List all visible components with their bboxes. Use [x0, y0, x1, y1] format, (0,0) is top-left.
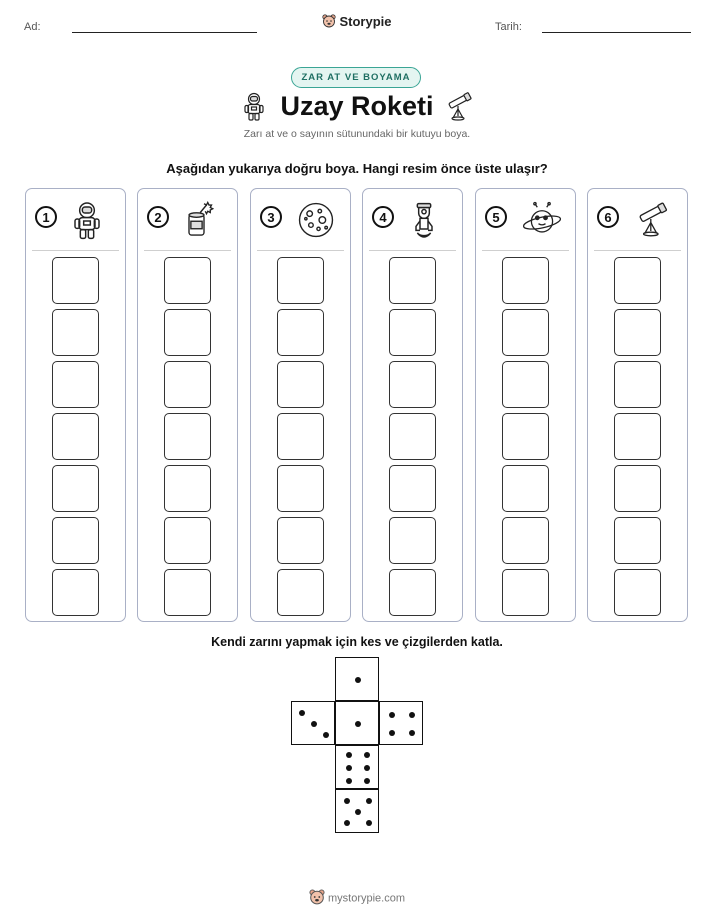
dice-pip	[389, 730, 395, 736]
name-line[interactable]	[72, 32, 257, 33]
dice-pip	[366, 820, 372, 826]
dice-pip	[355, 809, 361, 815]
dice-face-5	[335, 789, 379, 833]
column-divider	[144, 250, 231, 251]
coloring-box[interactable]	[277, 413, 324, 460]
dice-column-2	[137, 188, 238, 622]
coloring-box[interactable]	[164, 257, 211, 304]
coloring-box[interactable]	[614, 257, 661, 304]
coloring-box[interactable]	[277, 517, 324, 564]
column-number: 2	[147, 206, 169, 228]
dice-pip	[409, 712, 415, 718]
footer	[0, 889, 714, 908]
column-divider	[369, 250, 456, 251]
date-label: Tarih:	[495, 21, 522, 33]
coloring-box[interactable]	[614, 413, 661, 460]
coloring-box[interactable]	[277, 361, 324, 408]
coloring-box[interactable]	[502, 361, 549, 408]
coloring-box[interactable]	[389, 361, 436, 408]
activity-badge: ZAR AT VE BOYAMA	[291, 67, 421, 88]
page-subtitle: Zarı at ve o sayının sütunundaki bir kutuyu boya.	[243, 128, 471, 140]
coloring-box[interactable]	[164, 569, 211, 616]
dice-face-6	[335, 745, 379, 789]
dice-pip	[389, 712, 395, 718]
dice-pip	[344, 798, 350, 804]
dice-pip	[364, 778, 370, 784]
coloring-box[interactable]	[614, 309, 661, 356]
alien-planet-icon	[522, 201, 562, 242]
dice-pip	[346, 752, 352, 758]
telescope-icon	[444, 91, 474, 126]
coloring-box[interactable]	[52, 465, 99, 512]
dice-pip	[346, 765, 352, 771]
dice-pip	[355, 677, 361, 683]
coloring-box[interactable]	[52, 569, 99, 616]
coloring-box[interactable]	[164, 517, 211, 564]
coloring-box[interactable]	[389, 413, 436, 460]
dice-column-4	[362, 188, 463, 622]
column-header	[476, 189, 575, 250]
coloring-box[interactable]	[164, 413, 211, 460]
coloring-box[interactable]	[52, 517, 99, 564]
column-header	[26, 189, 125, 250]
coloring-boxes	[614, 257, 661, 621]
coloring-boxes	[164, 257, 211, 621]
coloring-box[interactable]	[52, 309, 99, 356]
telescope-icon	[634, 201, 670, 242]
dice-pip	[299, 710, 305, 716]
coloring-box[interactable]	[614, 569, 661, 616]
coloring-boxes	[52, 257, 99, 621]
coloring-box[interactable]	[614, 361, 661, 408]
coloring-box[interactable]	[164, 465, 211, 512]
brand-logo	[0, 14, 714, 31]
coloring-box[interactable]	[52, 413, 99, 460]
coloring-box[interactable]	[164, 361, 211, 408]
dice-column-3	[250, 188, 351, 622]
column-header	[363, 189, 462, 250]
astronaut-icon	[72, 201, 102, 246]
coloring-box[interactable]	[389, 257, 436, 304]
coloring-box[interactable]	[164, 309, 211, 356]
dice-face-1	[335, 657, 379, 701]
dice-face-1	[335, 701, 379, 745]
coloring-box[interactable]	[502, 517, 549, 564]
name-label: Ad:	[24, 21, 41, 33]
dice-pip	[355, 721, 361, 727]
coloring-box[interactable]	[389, 309, 436, 356]
dice-face-3	[291, 701, 335, 745]
coloring-boxes	[502, 257, 549, 621]
column-divider	[594, 250, 681, 251]
column-number: 6	[597, 206, 619, 228]
page-title: Uzay Roketi	[280, 91, 434, 121]
coloring-box[interactable]	[52, 361, 99, 408]
column-number: 4	[372, 206, 394, 228]
column-number: 5	[485, 206, 507, 228]
dice-column-1	[25, 188, 126, 622]
brand-name: Storypie	[339, 14, 392, 29]
coloring-box[interactable]	[614, 517, 661, 564]
coloring-box[interactable]	[389, 569, 436, 616]
storypie-bear-icon	[322, 14, 336, 31]
column-header	[138, 189, 237, 250]
coloring-instruction: Aşağıdan yukarıya doğru boya. Hangi resim önce üste ulaşır?	[166, 161, 548, 176]
dice-pip	[409, 730, 415, 736]
column-divider	[482, 250, 569, 251]
dice-column-6	[587, 188, 688, 622]
coloring-box[interactable]	[277, 309, 324, 356]
dice-instruction: Kendi zarını yapmak için kes ve çizgilerden katla.	[211, 635, 503, 649]
column-number: 3	[260, 206, 282, 228]
coloring-box[interactable]	[502, 309, 549, 356]
dice-pip	[346, 778, 352, 784]
coloring-boxes	[277, 257, 324, 621]
coloring-box[interactable]	[502, 465, 549, 512]
coloring-box[interactable]	[277, 465, 324, 512]
dice-pip	[364, 752, 370, 758]
date-line[interactable]	[542, 32, 691, 33]
coloring-box[interactable]	[502, 413, 549, 460]
dice-pip	[323, 732, 329, 738]
coloring-box[interactable]	[389, 517, 436, 564]
dice-pip	[344, 820, 350, 826]
dice-pip	[311, 721, 317, 727]
rocket-icon	[409, 201, 439, 246]
coloring-box[interactable]	[52, 257, 99, 304]
column-header	[251, 189, 350, 250]
column-divider	[32, 250, 119, 251]
footer-url[interactable]: mystorypie.com	[327, 892, 406, 905]
space-can-icon	[184, 201, 214, 244]
coloring-box[interactable]	[389, 465, 436, 512]
coloring-box[interactable]	[502, 257, 549, 304]
coloring-box[interactable]	[277, 257, 324, 304]
coloring-box[interactable]	[502, 569, 549, 616]
coloring-box[interactable]	[614, 465, 661, 512]
moon-icon	[297, 201, 335, 244]
storypie-bear-icon	[309, 889, 325, 908]
column-number: 1	[35, 206, 57, 228]
dice-face-4	[379, 701, 423, 745]
coloring-box[interactable]	[277, 569, 324, 616]
dice-pip	[366, 798, 372, 804]
column-divider	[257, 250, 344, 251]
coloring-boxes	[389, 257, 436, 621]
dice-pip	[364, 765, 370, 771]
column-header	[588, 189, 687, 250]
dice-column-5	[475, 188, 576, 622]
